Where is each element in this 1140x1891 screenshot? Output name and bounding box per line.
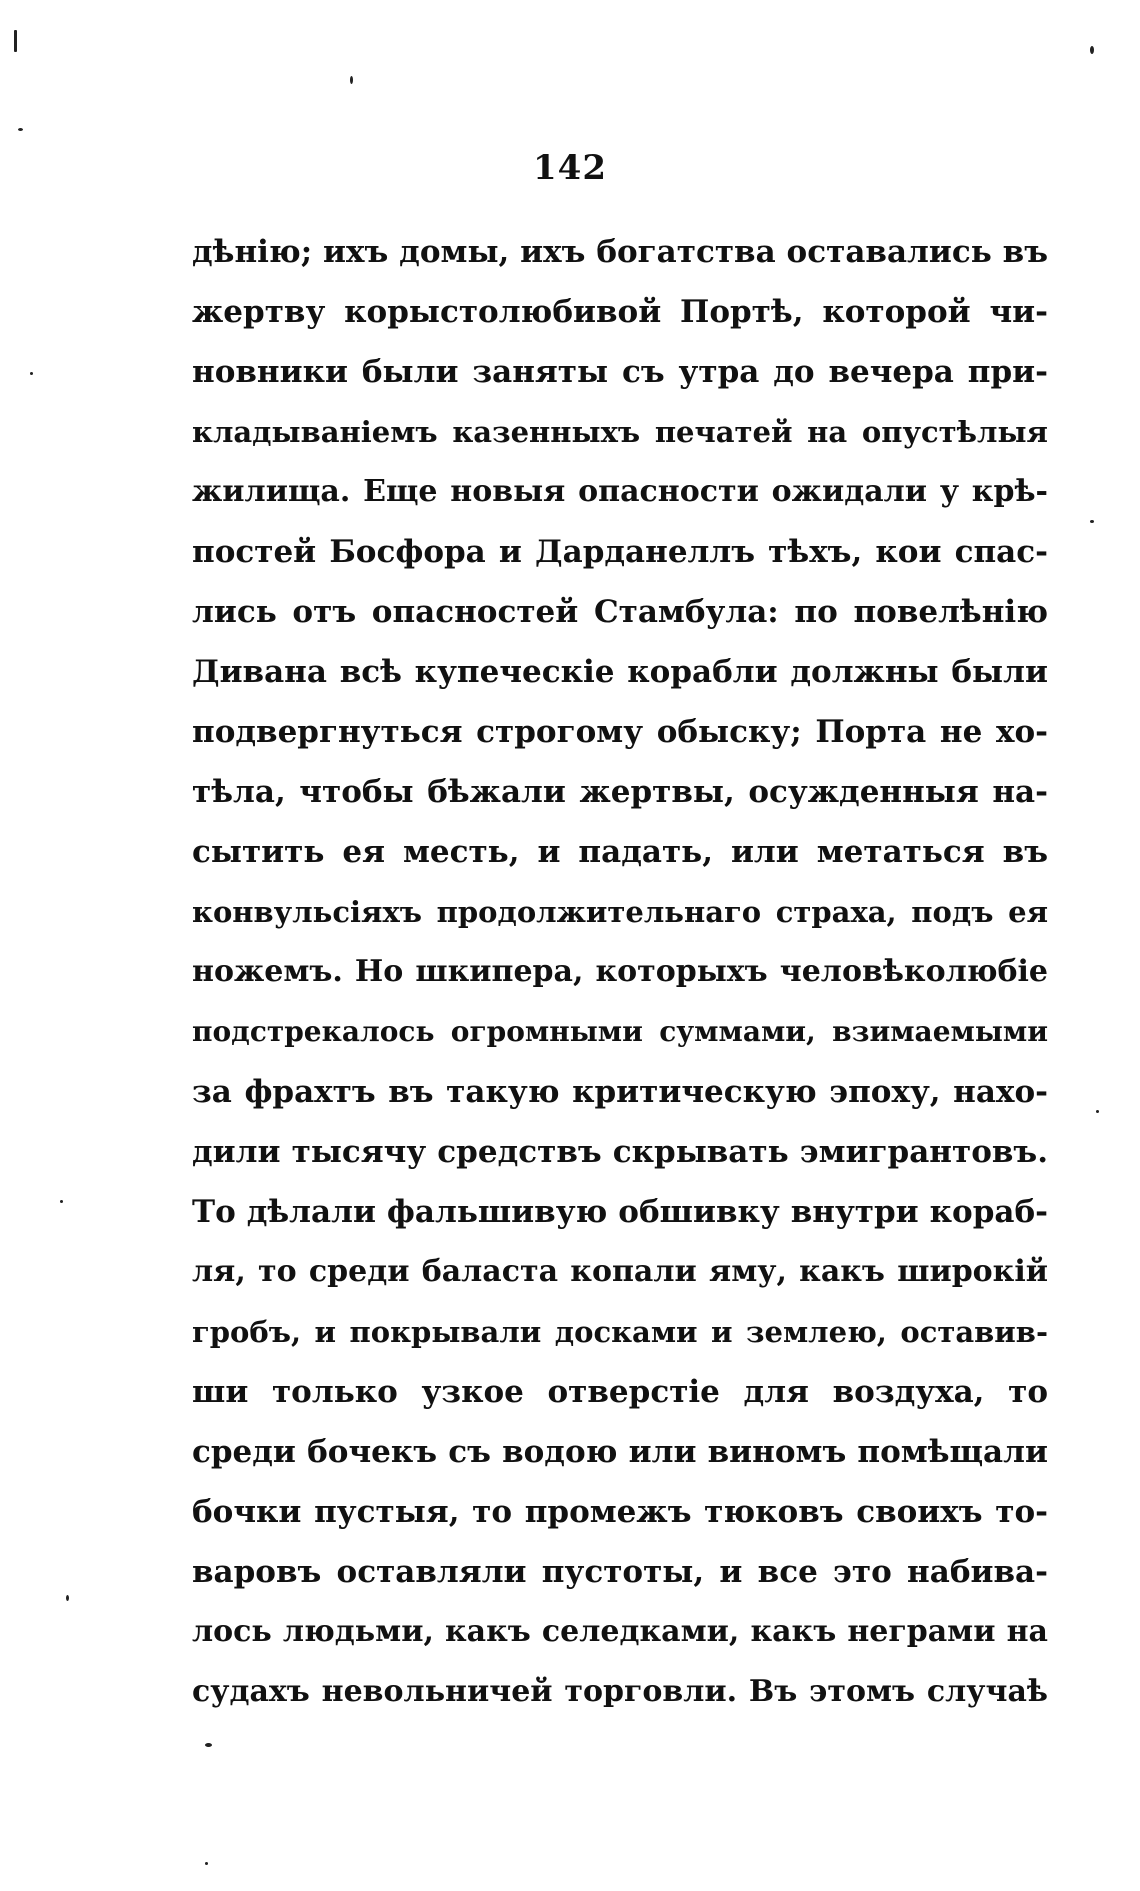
scan-speck	[60, 1200, 63, 1203]
text-line: варовъ оставляли пустоты, и все это набива-	[192, 1554, 1048, 1590]
text-line: сытить ея месть, и падать, или метаться въ	[192, 834, 1048, 870]
scan-speck	[1096, 1110, 1099, 1113]
text-line: гробъ, и покрывали досками и землею, оставив-	[192, 1315, 1048, 1349]
text-line: Дивана всѣ купеческіе корабли должны были	[192, 654, 1048, 690]
text-line: дили тысячу средствъ скрывать эмигрантовъ.	[192, 1134, 1048, 1170]
scan-speck	[30, 372, 33, 375]
text-line: постей Босфора и Дарданеллъ тѣхъ, кои спас-	[192, 534, 1048, 570]
text-line: конвульсіяхъ продолжительнаго страха, подъ ея	[192, 895, 1048, 929]
text-line: ножемъ. Но шкипера, которыхъ человѣколюбіе	[192, 954, 1048, 989]
scan-speck	[1090, 46, 1094, 54]
scan-speck	[66, 1595, 69, 1601]
scan-speck	[18, 128, 23, 131]
scan-speck	[1090, 520, 1094, 523]
text-line: подвергнуться строгому обыску; Порта не хо-	[192, 714, 1048, 750]
text-line: тѣла, чтобы бѣжали жертвы, осужденныя на-	[192, 774, 1048, 810]
text-line: кладываніемъ казенныхъ печатей на опустѣлыя	[192, 415, 1048, 449]
text-line: То дѣлали фальшивую обшивку внутри кораб-	[192, 1194, 1048, 1230]
text-line: подстрекалось огромными суммами, взимаемыми	[192, 1015, 1048, 1048]
text-line: жертву корыстолюбивой Портѣ, которой чи-	[192, 294, 1048, 330]
text-line: ля, то среди баласта копали яму, какъ широкій	[192, 1254, 1048, 1289]
scan-speck	[14, 30, 17, 52]
body-text	[192, 222, 1048, 1722]
text-line: среди бочекъ съ водою или виномъ помѣщали	[192, 1434, 1048, 1470]
text-line: лись отъ опасностей Стамбула: по повелѣнію	[192, 594, 1048, 630]
text-line: новники были заняты съ утра до вечера при-	[192, 354, 1048, 390]
text-line: жилища. Еще новыя опасности ожидали у крѣ-	[192, 474, 1048, 509]
text-line: ши только узкое отверстіе для воздуха, то	[192, 1374, 1048, 1410]
text-line: судахъ невольничей торговли. Въ этомъ случаѣ	[192, 1674, 1048, 1709]
text-line: бочки пустыя, то промежъ тюковъ своихъ то-	[192, 1494, 1048, 1530]
page-number: 142	[533, 148, 607, 188]
text-line: за фрахтъ въ такую критическую эпоху, нахо-	[192, 1074, 1048, 1110]
scan-speck	[350, 76, 353, 84]
scan-speck	[205, 1743, 212, 1747]
scan-speck	[205, 1862, 208, 1865]
text-line: дѣнію; ихъ домы, ихъ богатства оставались въ	[192, 234, 1048, 270]
text-line: лось людьми, какъ селедками, какъ неграми на	[192, 1614, 1048, 1649]
